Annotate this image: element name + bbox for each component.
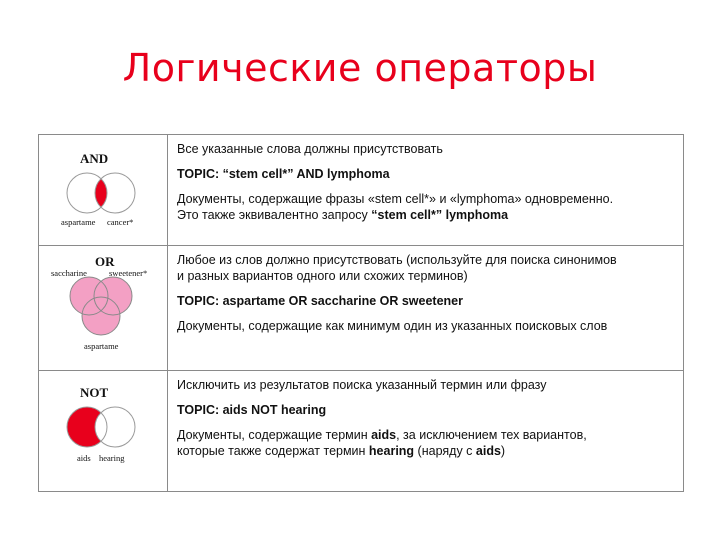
or-right-circle-label: sweetener* (109, 268, 148, 278)
not-row (39, 371, 684, 492)
operators-table (38, 134, 684, 492)
not-explanation: Документы, содержащие термин aids, за исключением тех вариантов, которые также содержат термин hearing (наряду с aids) (177, 428, 587, 458)
or-example-query: TOPIC: aspartame OR saccharine OR sweetener (177, 294, 463, 308)
slide-title: Логические операторы (122, 46, 598, 90)
not-rule: Исключить из результатов поиска указанный термин или фразу (177, 378, 547, 392)
and-right-circle-label: cancer* (107, 217, 134, 227)
or-venn-cell (39, 246, 168, 371)
not-label: NOT (80, 385, 109, 400)
and-description (168, 135, 684, 246)
or-bottom-circle-label: aspartame (84, 341, 119, 351)
not-venn-cell (39, 371, 168, 492)
or-left-circle-label: saccharine (51, 268, 87, 278)
not-left-circle-label: aids (77, 453, 91, 463)
and-explanation: Документы, содержащие фразы «stem cell*» и «lymphoma» одновременно. Это также эквивалентно запросу “stem cell*” lymphoma (177, 192, 614, 222)
and-rule: Все указанные слова должны присутствовать (177, 142, 443, 156)
not-example-query: TOPIC: aids NOT hearing (177, 403, 327, 417)
and-row (39, 135, 684, 246)
or-explanation: Документы, содержащие как минимум один из указанных поисковых слов (177, 319, 608, 333)
not-venn-diagram (63, 405, 139, 449)
or-description (168, 246, 684, 371)
and-example-query: TOPIC: “stem cell*” AND lymphoma (177, 167, 390, 181)
not-description (168, 371, 684, 492)
and-label: AND (80, 151, 109, 166)
or-rule: Любое из слов должно присутствовать (используйте для поиска синонимов и разных вариантов одного или схожих терминов) (177, 253, 617, 283)
not-right-circle-label: hearing (99, 453, 125, 463)
or-venn-diagram (65, 276, 137, 338)
and-venn-cell (39, 135, 168, 246)
and-venn-diagram (63, 171, 139, 215)
or-label: OR (95, 254, 115, 269)
or-row (39, 246, 684, 371)
and-left-circle-label: aspartame (61, 217, 96, 227)
